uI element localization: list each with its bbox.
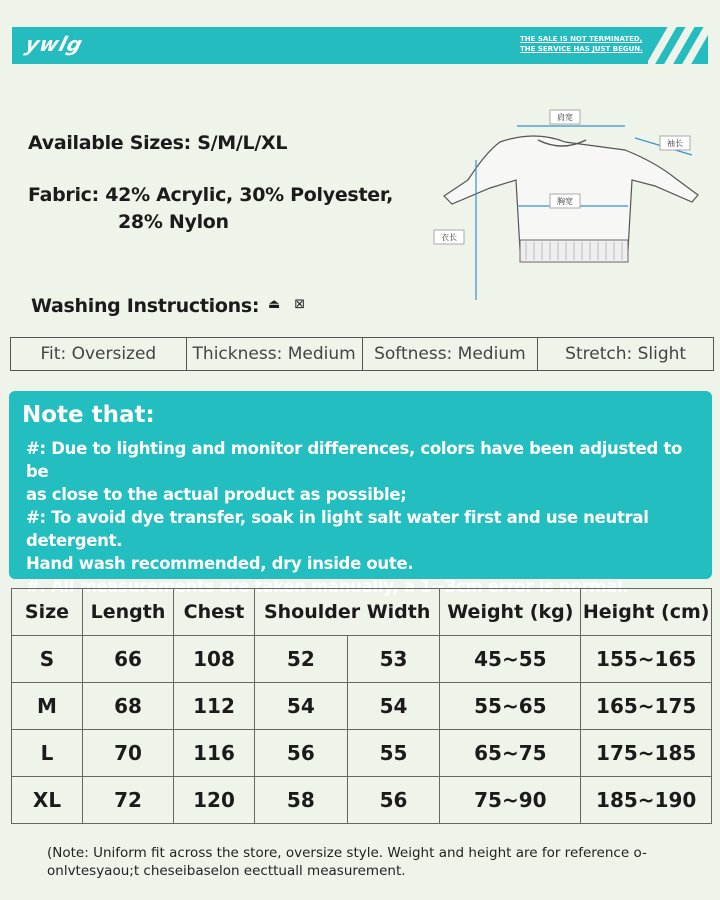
cell: 70 <box>83 730 174 777</box>
note-line: #: To avoid dye transfer, soak in light salt water first and use neutral detergent. <box>26 508 655 550</box>
note-line: #: Due to lighting and monitor differences, colors have been adjusted to be <box>26 439 688 481</box>
table-row <box>12 636 712 683</box>
washing-instructions: Washing Instructions: <box>31 295 260 317</box>
fabric-properties-bar <box>10 337 714 371</box>
cell: 58 <box>255 777 348 824</box>
prop-stretch: Stretch: Slight <box>565 344 687 364</box>
table-row <box>12 730 712 777</box>
cell: M <box>12 683 83 730</box>
cell: 165~175 <box>581 683 712 730</box>
prop-thickness: Thickness: Medium <box>187 338 363 370</box>
note-lines <box>26 437 706 598</box>
note-panel <box>9 391 712 596</box>
cell: 55~65 <box>440 683 581 730</box>
cell: 66 <box>83 636 174 683</box>
cell: 112 <box>174 683 255 730</box>
note-line: as close to the actual product as possible; <box>26 485 407 504</box>
cell: XL <box>12 777 83 824</box>
cell: 52 <box>255 636 348 683</box>
available-sizes: Available Sizes: S/M/L/XL <box>28 132 288 154</box>
cell: 54 <box>255 683 348 730</box>
fabric-line-1: Fabric: 42% Acrylic, 30% Polyester, <box>28 184 394 206</box>
cell: 55 <box>347 730 440 777</box>
brand-logo: ywlg <box>22 32 86 56</box>
cell: 68 <box>83 683 174 730</box>
header-banner <box>12 27 708 64</box>
cell: 120 <box>174 777 255 824</box>
label-shoulder: 肩宽 <box>557 113 573 122</box>
cell: 53 <box>347 636 440 683</box>
cell: 72 <box>83 777 174 824</box>
cell: 56 <box>347 777 440 824</box>
header-shoulder-width: Shoulder Width <box>255 589 440 636</box>
size-table <box>11 588 712 824</box>
header-length: Length <box>83 589 174 636</box>
cell: 54 <box>347 683 440 730</box>
tagline-line-2: THE SERVICE HAS JUST BEGUN. <box>520 45 643 53</box>
table-row <box>12 777 712 824</box>
no-bleach-icon: ⊠ <box>294 297 306 312</box>
cell: S <box>12 636 83 683</box>
wash-icons <box>268 297 319 312</box>
cell: 185~190 <box>581 777 712 824</box>
sweater-diagram <box>420 100 710 310</box>
header-weight: Weight (kg) <box>440 589 581 636</box>
cell: 108 <box>174 636 255 683</box>
cell: L <box>12 730 83 777</box>
cell: 65~75 <box>440 730 581 777</box>
iron-icon: ⏏ <box>268 297 281 312</box>
cell: 116 <box>174 730 255 777</box>
cell: 45~55 <box>440 636 581 683</box>
note-title: Note that: <box>22 402 155 428</box>
banner-tagline <box>520 34 643 54</box>
label-sleeve: 袖长 <box>667 139 683 148</box>
cell: 175~185 <box>581 730 712 777</box>
header-height: Height (cm) <box>581 589 712 636</box>
note-line: #. All measurements are taken manually, a 1~3cm error is normal. <box>26 577 629 596</box>
header-chest: Chest <box>174 589 255 636</box>
prop-softness: Softness: Medium <box>363 338 539 370</box>
cell: 75~90 <box>440 777 581 824</box>
tagline-line-1: THE SALE IS NOT TERMINATED, <box>520 35 643 43</box>
cell: 56 <box>255 730 348 777</box>
header-size: Size <box>12 589 83 636</box>
note-line: Hand wash recommended, dry inside oute. <box>26 554 414 573</box>
prop-fit: Fit: Oversized <box>11 338 187 370</box>
table-header-row <box>12 589 712 636</box>
table-row <box>12 683 712 730</box>
banner-stripes <box>648 27 708 64</box>
label-length: 衣长 <box>441 233 457 242</box>
cell: 155~165 <box>581 636 712 683</box>
fabric-line-2: 28% Nylon <box>118 211 229 233</box>
footnote: (Note: Uniform fit across the store, oversize style. Weight and height are for reference o- onlvtesyaou;t cheseibaselon eecttuall measurement. <box>47 845 647 879</box>
label-chest: 胸宽 <box>557 197 573 206</box>
